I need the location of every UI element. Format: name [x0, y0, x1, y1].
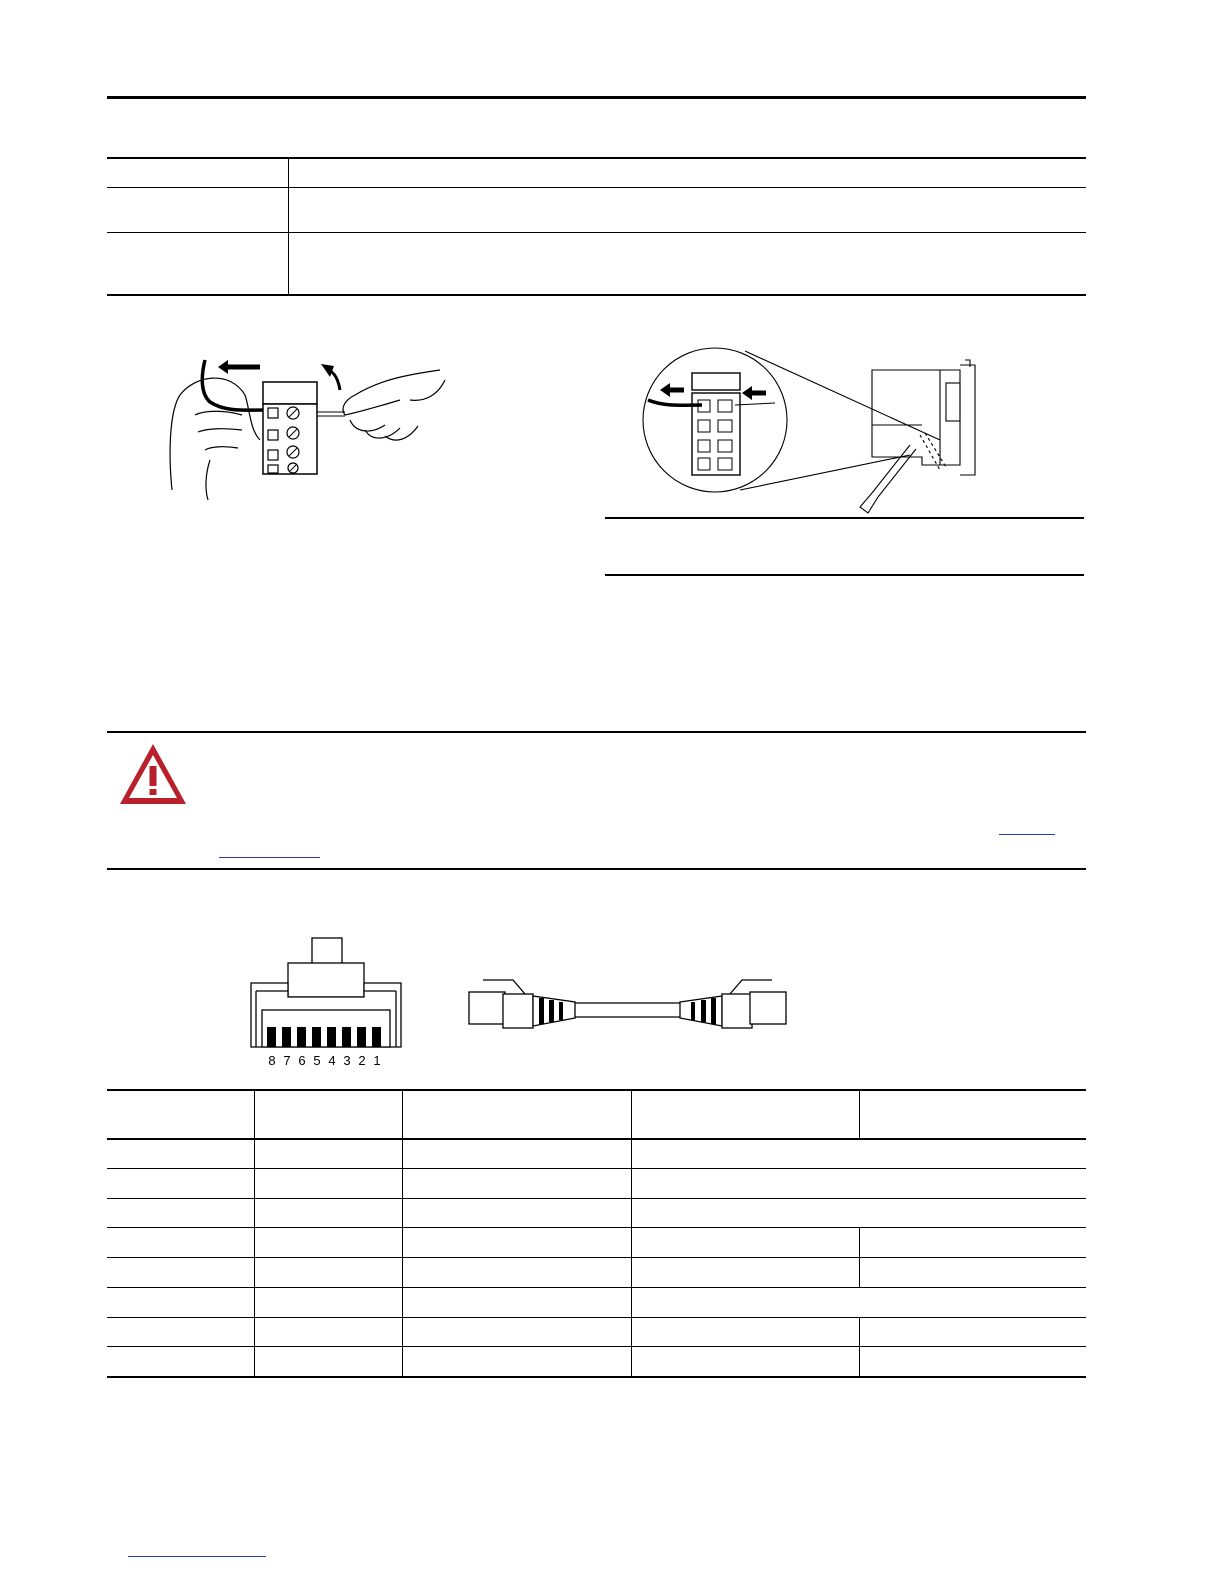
top-table-column-divider [288, 157, 289, 295]
warning-top-rule [107, 731, 1086, 733]
pin-table-column-divider [402, 1089, 403, 1377]
ethernet-cable-icon [465, 972, 790, 1034]
rj45-connector-icon [248, 935, 408, 1070]
pin-table-column-divider [859, 1317, 860, 1377]
warning-link-underline-2[interactable] [219, 857, 320, 858]
pin-label: 4 [328, 1053, 336, 1068]
footer-link[interactable] [128, 1556, 266, 1557]
pin-table-column-divider [859, 1089, 860, 1139]
pin-table-column-divider [631, 1089, 632, 1377]
wire-removal-hands-illustration [150, 340, 450, 505]
page-header-rule [107, 96, 1086, 99]
warning-bottom-rule [107, 868, 1086, 870]
top-table-bottom-rule [107, 294, 1086, 296]
pin-label: 3 [343, 1053, 351, 1068]
top-table-top-rule [107, 157, 1086, 159]
pin-label: 6 [298, 1053, 306, 1068]
figure-caption-top-rule [605, 517, 1084, 519]
top-table-header-rule [107, 187, 1086, 188]
pin-label: 8 [268, 1053, 276, 1068]
warning-triangle-icon [117, 740, 189, 808]
warning-link-underline-1[interactable] [999, 834, 1055, 835]
pin-table-column-divider [254, 1089, 255, 1377]
pin-label: 7 [283, 1053, 291, 1068]
pin-label: 2 [358, 1053, 366, 1068]
figure-caption-bottom-rule [605, 574, 1084, 576]
pin-label: 1 [373, 1053, 381, 1068]
pin-label: 5 [313, 1053, 321, 1068]
pin-table-column-divider [859, 1227, 860, 1287]
wire-removal-zoom-illustration [640, 345, 1000, 517]
top-table-row-rule [107, 232, 1086, 233]
